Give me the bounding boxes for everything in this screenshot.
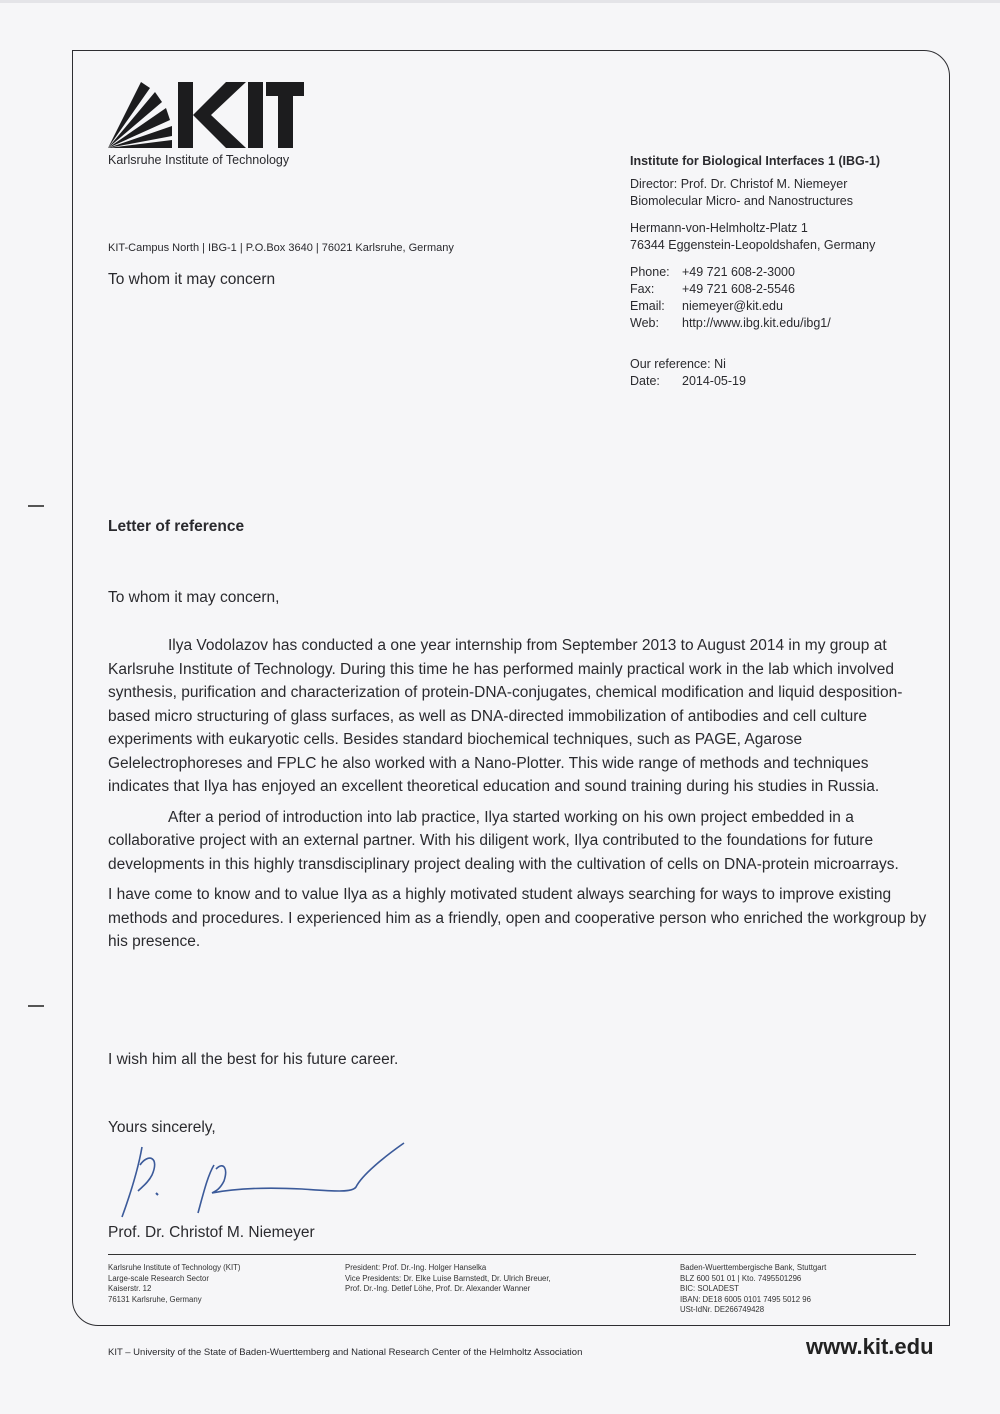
footer-website[interactable]: www.kit.edu bbox=[806, 1334, 934, 1359]
footer-bank bbox=[680, 1263, 826, 1316]
date-value: 2014-05-19 bbox=[682, 374, 746, 388]
contact-row bbox=[630, 264, 831, 281]
footer-line: Kaiserstr. 12 bbox=[108, 1284, 152, 1294]
recipient-address: To whom it may concern bbox=[108, 271, 276, 288]
footer-line: Baden-Wuerttembergische Bank, Stuttgart bbox=[680, 1263, 827, 1272]
footer-line: IBAN: DE18 6005 0101 7495 5012 96 bbox=[680, 1294, 811, 1304]
letter-body bbox=[108, 634, 930, 954]
body-paragraph: Ilya Vodolazov has conducted a one year internship from September 2013 to August 2014 in my group at Karlsruhe Institute of Technology. During this time he has performed mainly practical work in the lab which involved synthesis, purification and characterization of protein-DNA-conjugates, chemical modification and liquid desposition-based micro structuring of glass surfaces, as well as DNA-directed immobilization of antibodies and cell culture experiments with eukaryotic cells. Besides standard biochemical techniques, such as PAGE, Agarose Gelelectrophoreses and FPLC he also worked with a Nano-Plotter. This wide range of methods and techniques indicates that Ilya has enjoyed an excellent theoretical education and sound training during his studies in Russia. bbox=[108, 637, 903, 795]
closing-wish: I wish him all the best for his future career. bbox=[108, 1051, 399, 1068]
closing-phrase: Yours sincerely, bbox=[108, 1119, 216, 1136]
letter-salutation: To whom it may concern, bbox=[108, 589, 280, 606]
institute-name: Institute for Biological Interfaces 1 (IBG-1) bbox=[630, 154, 881, 168]
footer-line: BIC: SOLADEST bbox=[680, 1284, 739, 1294]
institute-group: Biomolecular Micro- and Nanostructures bbox=[630, 194, 854, 208]
date-label: Date: bbox=[630, 374, 660, 388]
fold-mark bbox=[28, 1005, 44, 1007]
handwritten-signature bbox=[112, 1135, 412, 1225]
contact-row bbox=[630, 281, 831, 298]
footer-line: President: Prof. Dr.-Ing. Holger Hanselka bbox=[345, 1263, 487, 1272]
letter-subject: Letter of reference bbox=[108, 518, 245, 535]
contact-label: Fax: bbox=[630, 282, 655, 296]
contact-label: Web: bbox=[630, 316, 659, 330]
footer-line: Vice Presidents: Dr. Elke Luise Barnstedt, Dr. Ulrich Breuer, bbox=[345, 1273, 551, 1283]
kit-logo-mark bbox=[108, 78, 308, 150]
contact-fax: +49 721 608-2-5546 bbox=[682, 282, 795, 296]
footer-line: Prof. Dr.-Ing. Detlef Löhe, Prof. Dr. Alexander Wanner bbox=[345, 1284, 531, 1294]
footer-association: KIT – University of the State of Baden-Wuerttemberg and National Research Center of the Helmholtz Association bbox=[108, 1347, 583, 1358]
institute-info-block bbox=[630, 153, 880, 332]
contact-row bbox=[630, 315, 831, 332]
footer-institution bbox=[108, 1263, 240, 1305]
fold-mark bbox=[28, 505, 44, 507]
footer-line: USt-IdNr. DE266749428 bbox=[680, 1305, 765, 1315]
kit-logo bbox=[108, 78, 308, 170]
footer-line: 76131 Karlsruhe, Germany bbox=[108, 1294, 202, 1304]
signer-name: Prof. Dr. Christof M. Niemeyer bbox=[108, 1224, 315, 1241]
footer-line: Karlsruhe Institute of Technology (KIT) bbox=[108, 1263, 241, 1272]
contact-phone: +49 721 608-2-3000 bbox=[682, 265, 795, 279]
footer-line: BLZ 600 501 01 | Kto. 7495501296 bbox=[680, 1273, 802, 1283]
institute-street: Hermann-von-Helmholtz-Platz 1 bbox=[630, 221, 808, 235]
footer-line: Large-scale Research Sector bbox=[108, 1273, 209, 1283]
contact-web[interactable]: http://www.ibg.kit.edu/ibg1/ bbox=[682, 316, 831, 330]
contact-row bbox=[630, 298, 831, 315]
logo-subtitle: Karlsruhe Institute of Technology bbox=[108, 153, 290, 167]
contact-table bbox=[630, 264, 831, 332]
institute-city: 76344 Eggenstein-Leopoldshafen, Germany bbox=[630, 238, 876, 252]
sender-address-line: KIT-Campus North | IBG-1 | P.O.Box 3640 | 76021 Karlsruhe, Germany bbox=[108, 242, 454, 254]
body-paragraph: After a period of introduction into lab practice, Ilya started working on his own project embedded in a collaborative project with an external partner. With his diligent work, Ilya contributed to the foundations for future developments in this highly transdisciplinary project dealing with the cultivation of cells on DNA-protein microarrays. bbox=[108, 808, 899, 873]
body-paragraph: I have come to know and to value Ilya as a highly motivated student always searching for ways to improve existing methods and procedures. I experienced him as a friendly, open and cooperative person who enriched the workgroup by his presence. bbox=[108, 886, 927, 950]
footer-divider bbox=[108, 1254, 916, 1255]
footer-presidents bbox=[345, 1263, 551, 1295]
contact-email[interactable]: niemeyer@kit.edu bbox=[682, 299, 783, 313]
letter-date bbox=[630, 373, 746, 390]
institute-director: Director: Prof. Dr. Christof M. Niemeyer bbox=[630, 177, 848, 191]
page-top-edge bbox=[0, 0, 1000, 3]
contact-label: Phone: bbox=[630, 265, 670, 279]
our-reference: Our reference: Ni bbox=[630, 357, 726, 371]
reference-block bbox=[630, 356, 746, 390]
contact-label: Email: bbox=[630, 299, 665, 313]
